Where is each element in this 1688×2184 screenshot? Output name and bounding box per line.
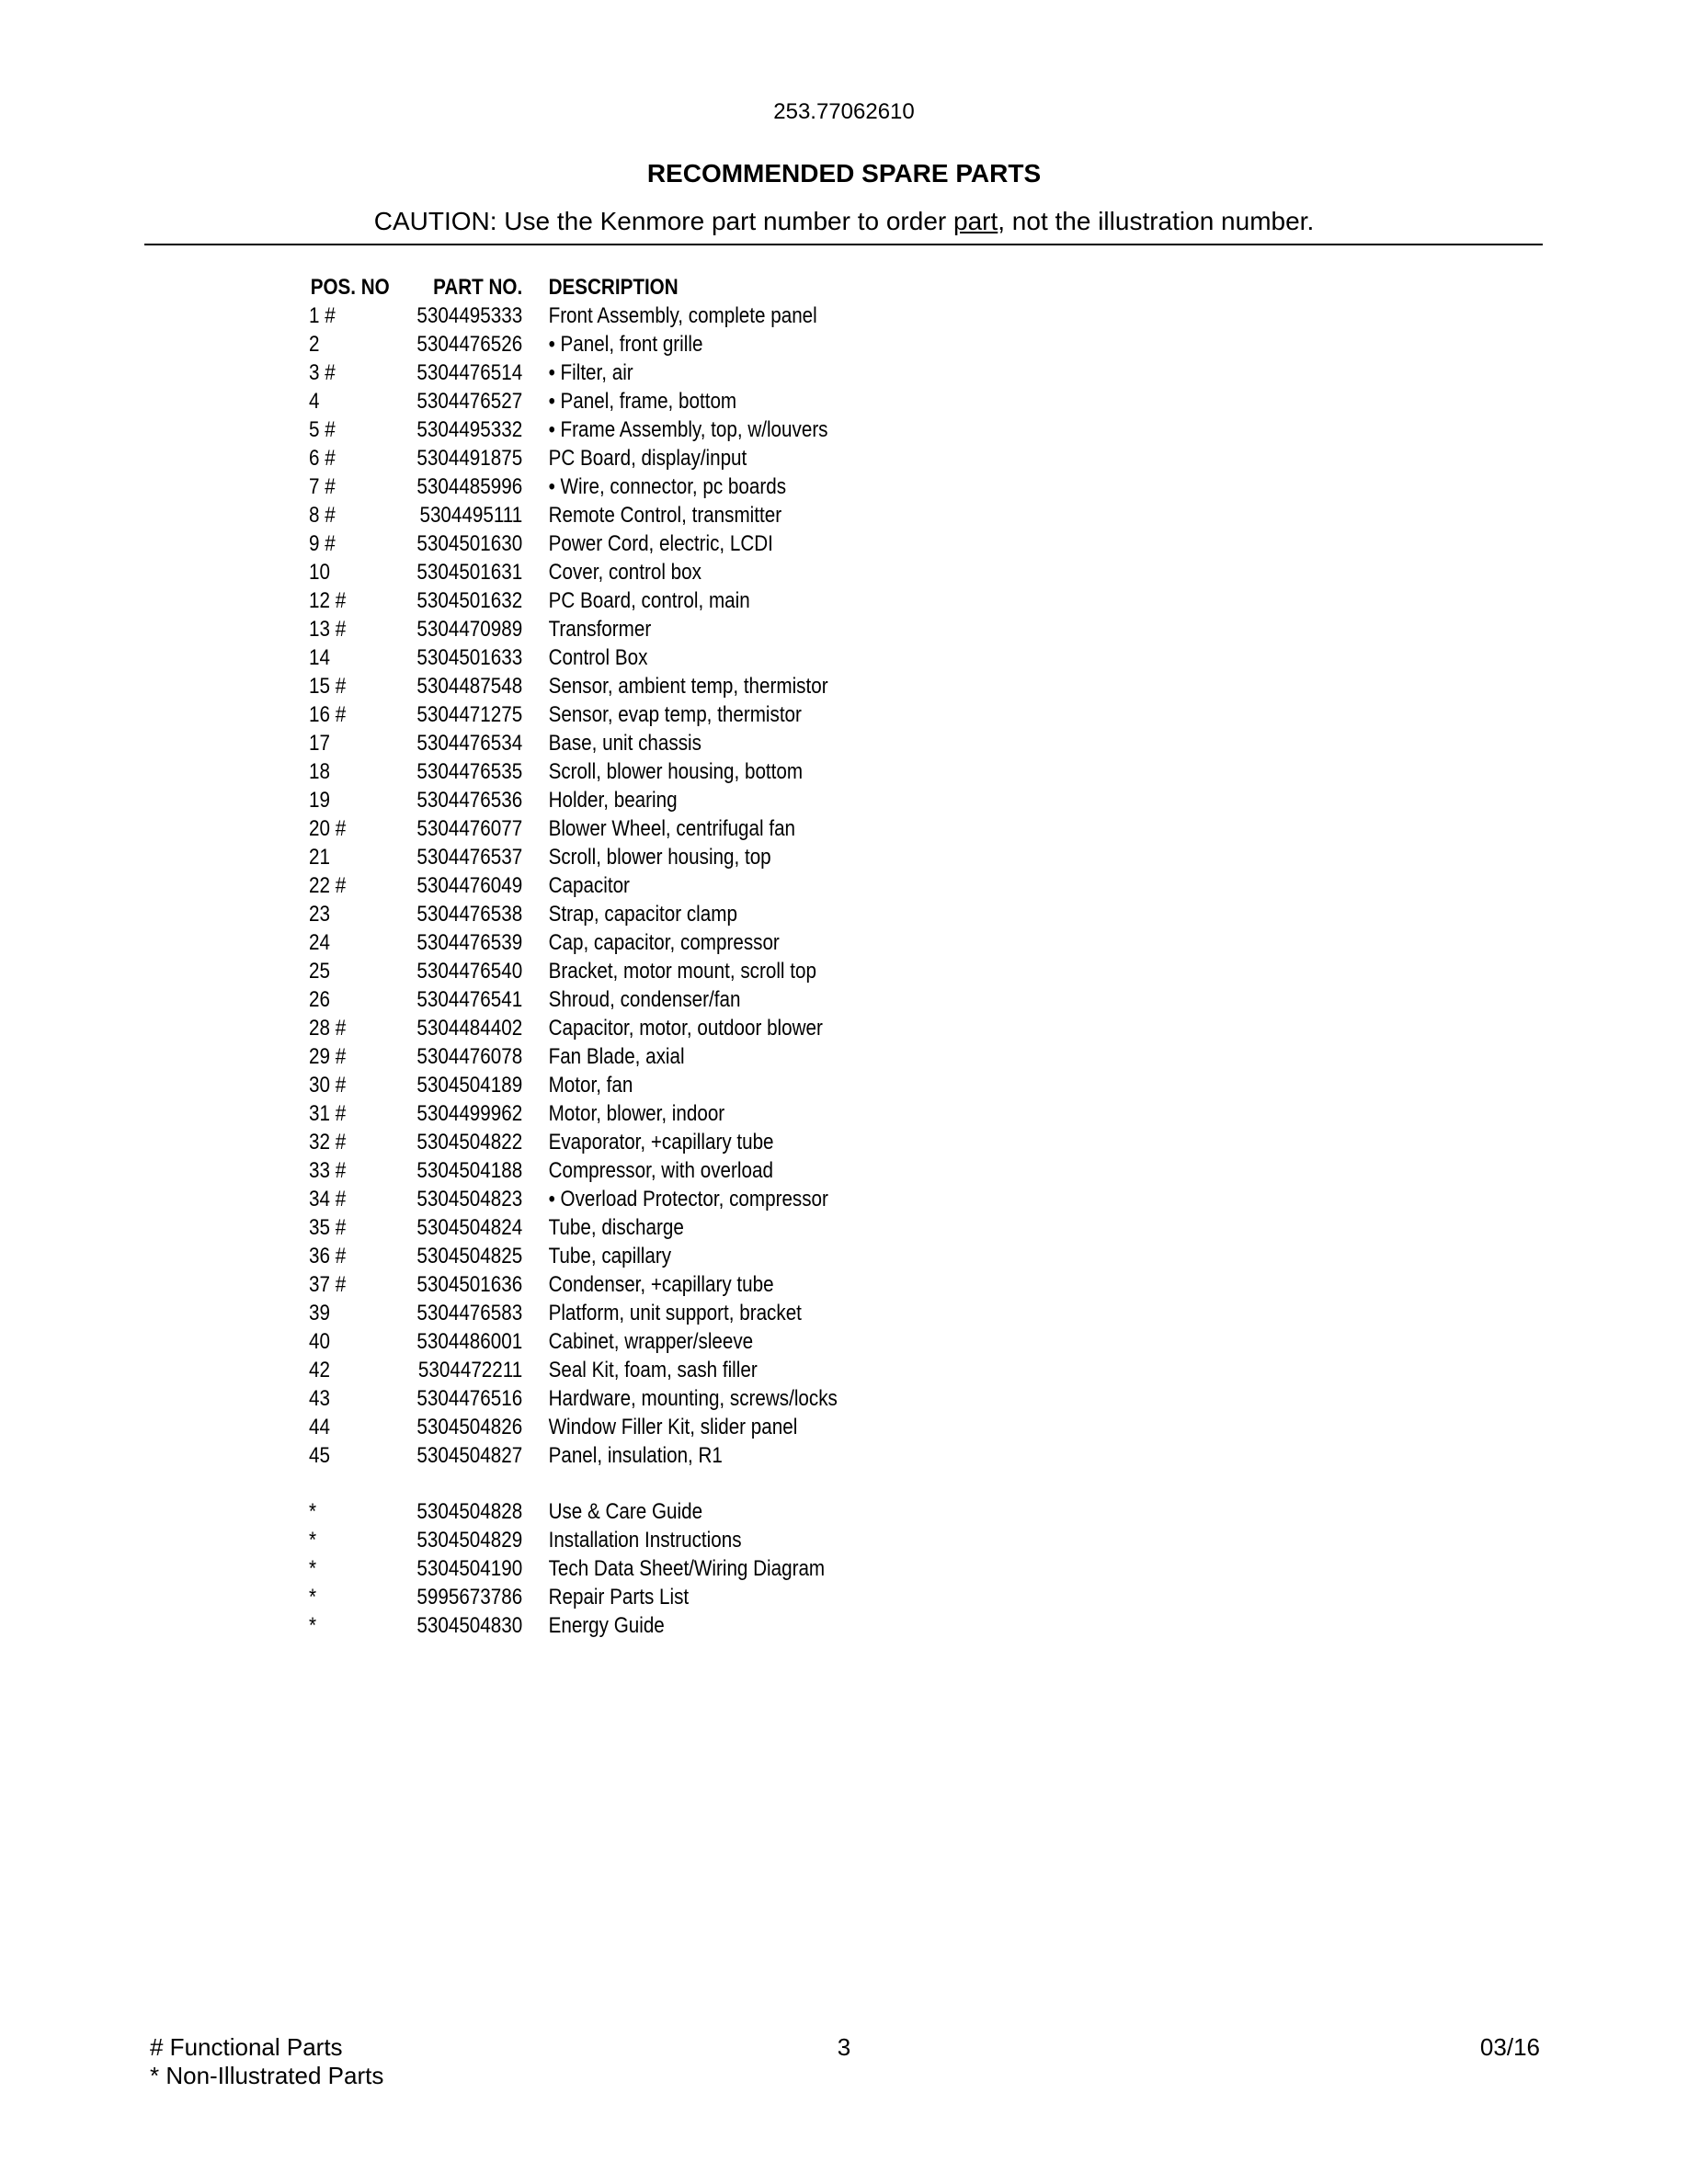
part-number-cell: 5304501630 <box>416 531 523 556</box>
description-cell: Evaporator, +capillary tube <box>548 1130 774 1155</box>
pos-cell: 6 # <box>309 446 336 471</box>
description-cell: Cap, capacitor, compressor <box>548 930 780 955</box>
description-cell: Compressor, with overload <box>548 1158 773 1183</box>
table-row <box>309 1441 910 1470</box>
part-number-cell: 5304485996 <box>416 474 523 499</box>
part-number-cell: 5304495332 <box>416 417 523 442</box>
pos-cell: 18 <box>309 759 330 784</box>
part-number-cell: 5304504828 <box>416 1499 523 1524</box>
pos-cell: 2 <box>309 332 320 357</box>
table-row <box>309 301 910 330</box>
part-number-cell: 5304504822 <box>416 1130 523 1155</box>
pos-cell: 30 # <box>309 1073 347 1098</box>
part-number-cell: 5304472211 <box>417 1358 523 1382</box>
description-cell: Sensor, evap temp, thermistor <box>548 702 802 727</box>
table-row <box>309 444 910 472</box>
description-cell: Fan Blade, axial <box>548 1044 685 1069</box>
table-row <box>309 358 910 387</box>
col-header-pos: POS. NO <box>310 275 390 300</box>
table-row <box>309 1014 910 1042</box>
part-number-cell: 5304470989 <box>416 617 523 642</box>
part-number-cell: 5304476535 <box>416 759 523 784</box>
description-cell: Repair Parts List <box>548 1585 690 1610</box>
description-cell: Tech Data Sheet/Wiring Diagram <box>548 1556 826 1581</box>
part-number-cell: 5304491875 <box>416 446 523 471</box>
description-cell: • Overload Protector, compressor <box>548 1187 828 1211</box>
pos-cell: * <box>309 1528 317 1553</box>
pos-cell: 37 # <box>309 1272 347 1297</box>
description-cell: Strap, capacitor clamp <box>548 902 737 927</box>
table-row <box>309 529 910 558</box>
description-cell: Control Box <box>548 645 648 670</box>
caution-note <box>0 207 1688 236</box>
col-header-desc: DESCRIPTION <box>548 275 679 300</box>
part-number-cell: 5304501632 <box>416 588 523 613</box>
part-number-cell: 5304476540 <box>416 959 523 984</box>
description-cell: Tube, discharge <box>548 1215 684 1240</box>
col-header-part: PART NO. <box>433 275 523 300</box>
legend-functional: # Functional Parts <box>150 2033 343 2061</box>
part-number-cell: 5304476539 <box>416 930 523 955</box>
table-row <box>309 1611 910 1640</box>
table-row <box>309 1356 910 1384</box>
table-row <box>309 586 910 615</box>
description-cell: Shroud, condenser/fan <box>548 987 741 1012</box>
pos-cell: 22 # <box>309 873 347 898</box>
table-row <box>309 1185 910 1213</box>
description-cell: Energy Guide <box>548 1613 665 1638</box>
part-number-cell: 5304501631 <box>416 560 523 585</box>
table-row <box>309 472 910 501</box>
pos-cell: 13 # <box>309 617 347 642</box>
table-row <box>309 757 910 786</box>
description-cell: PC Board, display/input <box>548 446 747 471</box>
table-row <box>309 1071 910 1099</box>
table-row <box>309 615 910 643</box>
table-row <box>309 843 910 871</box>
description-cell: Panel, insulation, R1 <box>548 1443 723 1468</box>
table-row <box>309 1242 910 1270</box>
model-number: 253.77062610 <box>773 99 915 124</box>
pos-cell: 24 <box>309 930 330 955</box>
pos-cell: 17 <box>309 731 330 756</box>
description-cell: Remote Control, transmitter <box>548 503 782 528</box>
table-row <box>309 700 910 729</box>
pos-cell: 36 # <box>309 1244 347 1268</box>
description-cell: Holder, bearing <box>548 788 678 813</box>
description-cell: • Filter, air <box>548 360 633 385</box>
table-row <box>309 985 910 1014</box>
section-gap <box>309 1470 910 1497</box>
pos-cell: 5 # <box>309 417 336 442</box>
page-title: RECOMMENDED SPARE PARTS <box>646 159 1042 188</box>
part-number-cell: 5304476526 <box>416 332 523 357</box>
page-number: 3 <box>837 2033 851 2061</box>
description-cell: Scroll, blower housing, top <box>548 845 771 870</box>
pos-cell: 19 <box>309 788 330 813</box>
part-number-cell: 5304501633 <box>416 645 523 670</box>
table-header-row <box>309 273 910 301</box>
part-number-cell: 5304504827 <box>416 1443 523 1468</box>
description-cell: Platform, unit support, bracket <box>548 1301 802 1325</box>
pos-cell: 12 # <box>309 588 347 613</box>
pos-cell: 45 <box>309 1443 330 1468</box>
legend-non-illustrated: * Non-Illustrated Parts <box>150 2062 384 2089</box>
description-cell: Cabinet, wrapper/sleeve <box>548 1329 754 1354</box>
revision-date: 03/16 <box>1479 2033 1540 2061</box>
part-number-cell: 5304471275 <box>416 702 523 727</box>
table-row <box>309 1128 910 1156</box>
table-row <box>309 1554 910 1583</box>
table-row <box>309 729 910 757</box>
table-row <box>309 957 910 985</box>
pos-cell: 43 <box>309 1386 330 1411</box>
table-row <box>309 558 910 586</box>
description-cell: Installation Instructions <box>548 1528 742 1553</box>
table-row <box>309 643 910 672</box>
header-divider <box>144 244 1543 245</box>
table-row <box>309 1327 910 1356</box>
table-row <box>309 1384 910 1413</box>
description-cell: Sensor, ambient temp, thermistor <box>548 674 828 699</box>
table-row <box>309 1270 910 1299</box>
pos-cell: 35 # <box>309 1215 347 1240</box>
part-number-cell: 5304504826 <box>416 1415 523 1439</box>
description-cell: Condenser, +capillary tube <box>548 1272 774 1297</box>
table-row <box>309 1497 910 1526</box>
pos-cell: 23 <box>309 902 330 927</box>
pos-cell: 26 <box>309 987 330 1012</box>
part-number-cell: 5304504829 <box>416 1528 523 1553</box>
table-row <box>309 871 910 900</box>
caution-text-before: CAUTION: Use the Kenmore part number to order <box>373 207 953 235</box>
part-number-cell: 5304499962 <box>416 1101 523 1126</box>
part-number-cell: 5304476516 <box>416 1386 523 1411</box>
description-cell: Cover, control box <box>548 560 701 585</box>
pos-cell: 1 # <box>309 303 336 328</box>
pos-cell: 33 # <box>309 1158 347 1183</box>
description-cell: Use & Care Guide <box>548 1499 703 1524</box>
part-number-cell: 5304476541 <box>416 987 523 1012</box>
part-number-cell: 5304487548 <box>416 674 523 699</box>
parts-table <box>309 273 910 1640</box>
table-row <box>309 1583 910 1611</box>
description-cell: PC Board, control, main <box>548 588 750 613</box>
pos-cell: 8 # <box>309 503 336 528</box>
part-number-cell: 5304476583 <box>416 1301 523 1325</box>
part-number-cell: 5304476534 <box>416 731 523 756</box>
pos-cell: 21 <box>309 845 330 870</box>
description-cell: Capacitor, motor, outdoor blower <box>548 1016 823 1041</box>
description-cell: • Frame Assembly, top, w/louvers <box>548 417 828 442</box>
part-number-cell: 5304476077 <box>416 816 523 841</box>
part-number-cell: 5304476078 <box>416 1044 523 1069</box>
description-cell: Base, unit chassis <box>548 731 701 756</box>
part-number-cell: 5304476514 <box>416 360 523 385</box>
part-number-cell: 5304504190 <box>416 1556 523 1581</box>
part-number-cell: 5304501636 <box>416 1272 523 1297</box>
description-cell: Hardware, mounting, screws/locks <box>548 1386 838 1411</box>
table-row <box>309 928 910 957</box>
pos-cell: 34 # <box>309 1187 347 1211</box>
table-row <box>309 1099 910 1128</box>
description-cell: Motor, fan <box>548 1073 633 1098</box>
table-row <box>309 786 910 814</box>
pos-cell: 16 # <box>309 702 347 727</box>
description-cell: • Panel, front grille <box>548 332 703 357</box>
caution-text-after: , not the illustration number. <box>998 207 1315 235</box>
part-number-cell: 5995673786 <box>416 1585 523 1610</box>
part-number-cell: 5304476537 <box>416 845 523 870</box>
pos-cell: * <box>309 1556 317 1581</box>
pos-cell: * <box>309 1499 317 1524</box>
pos-cell: 9 # <box>309 531 336 556</box>
pos-cell: 44 <box>309 1415 330 1439</box>
description-cell: Tube, capillary <box>548 1244 672 1268</box>
description-cell: • Wire, connector, pc boards <box>548 474 787 499</box>
table-row <box>309 501 910 529</box>
pos-cell: 31 # <box>309 1101 347 1126</box>
description-cell: Power Cord, electric, LCDI <box>548 531 773 556</box>
description-cell: Blower Wheel, centrifugal fan <box>548 816 796 841</box>
part-number-cell: 5304476538 <box>416 902 523 927</box>
part-number-cell: 5304495111 <box>419 503 523 528</box>
pos-cell: 32 # <box>309 1130 347 1155</box>
non-illustrated-rows <box>309 1497 910 1640</box>
pos-cell: 3 # <box>309 360 336 385</box>
description-cell: Seal Kit, foam, sash filler <box>548 1358 758 1382</box>
part-number-cell: 5304504830 <box>416 1613 523 1638</box>
table-row <box>309 1042 910 1071</box>
table-row <box>309 900 910 928</box>
description-cell: Bracket, motor mount, scroll top <box>548 959 816 984</box>
part-number-cell: 5304504825 <box>416 1244 523 1268</box>
part-number-cell: 5304504823 <box>416 1187 523 1211</box>
description-cell: Transformer <box>548 617 652 642</box>
table-row <box>309 1299 910 1327</box>
pos-cell: 4 <box>309 389 320 414</box>
table-row <box>309 1526 910 1554</box>
pos-cell: 28 # <box>309 1016 347 1041</box>
pos-cell: 14 <box>309 645 330 670</box>
table-row <box>309 415 910 444</box>
pos-cell: 15 # <box>309 674 347 699</box>
pos-cell: 7 # <box>309 474 336 499</box>
pos-cell: * <box>309 1613 317 1638</box>
part-number-cell: 5304504824 <box>416 1215 523 1240</box>
pos-cell: 25 <box>309 959 330 984</box>
table-row <box>309 330 910 358</box>
table-row <box>309 814 910 843</box>
part-number-cell: 5304476527 <box>416 389 523 414</box>
part-number-cell: 5304476536 <box>416 788 523 813</box>
caution-underlined-word: part <box>953 207 998 235</box>
pos-cell: 39 <box>309 1301 330 1325</box>
pos-cell: 10 <box>309 560 330 585</box>
part-number-cell: 5304504189 <box>416 1073 523 1098</box>
table-row <box>309 1156 910 1185</box>
part-number-cell: 5304504188 <box>416 1158 523 1183</box>
pos-cell: 40 <box>309 1329 330 1354</box>
part-number-cell: 5304484402 <box>416 1016 523 1041</box>
description-cell: Motor, blower, indoor <box>548 1101 725 1126</box>
part-number-cell: 5304476049 <box>416 873 523 898</box>
pos-cell: 42 <box>309 1358 330 1382</box>
description-cell: • Panel, frame, bottom <box>548 389 737 414</box>
description-cell: Window Filler Kit, slider panel <box>548 1415 798 1439</box>
pos-cell: 29 # <box>309 1044 347 1069</box>
description-cell: Capacitor <box>548 873 630 898</box>
table-row <box>309 387 910 415</box>
parts-rows <box>309 301 910 1470</box>
table-row <box>309 1413 910 1441</box>
pos-cell: * <box>309 1585 317 1610</box>
table-row <box>309 672 910 700</box>
part-number-cell: 5304486001 <box>416 1329 523 1354</box>
description-cell: Scroll, blower housing, bottom <box>548 759 804 784</box>
part-number-cell: 5304495333 <box>416 303 523 328</box>
table-row <box>309 1213 910 1242</box>
pos-cell: 20 # <box>309 816 347 841</box>
description-cell: Front Assembly, complete panel <box>548 303 817 328</box>
